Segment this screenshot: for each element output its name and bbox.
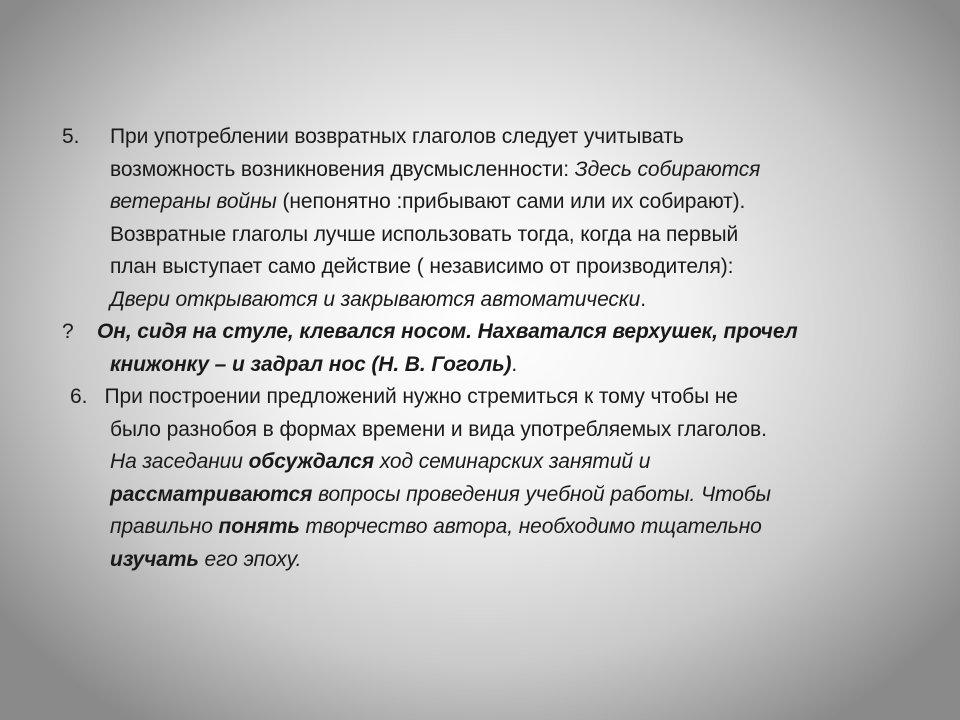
text-line xyxy=(62,316,902,349)
list-marker: ? xyxy=(62,320,74,343)
text-line xyxy=(110,121,902,154)
paragraph-6 xyxy=(62,381,902,576)
text: Возвратные глаголы лучше использовать тогда, когда на первый xyxy=(110,222,739,246)
text: план выступает само действие ( независимо от производителя): xyxy=(110,255,734,278)
text: При построении предложений нужно стремиться к тому чтобы не xyxy=(104,385,738,408)
text: . xyxy=(640,287,646,311)
italic-example: Двери открываются и закрываются автоматически xyxy=(110,287,641,311)
list-marker: 5. xyxy=(62,125,80,148)
text-line xyxy=(110,219,902,252)
italic-example: вопросы проведения учебной работы. Чтобы xyxy=(312,482,771,506)
text: было разнобоя в формах времени и вида употребляемых глаголов. xyxy=(110,417,767,441)
text-line xyxy=(110,251,902,284)
text-line xyxy=(110,154,902,187)
text-line xyxy=(62,349,902,382)
text-line xyxy=(110,511,902,544)
paragraph-body xyxy=(62,414,902,577)
list-marker: 6. xyxy=(70,385,88,408)
text-line xyxy=(110,479,902,512)
italic-example: творчество автора, необходимо тщательно xyxy=(299,515,762,538)
text: При употреблении возвратных глаголов следует учитывать xyxy=(110,125,684,148)
italic-example: его эпоху. xyxy=(198,547,302,571)
italic-example: ветераны войны xyxy=(110,190,277,213)
italic-example: Здесь собираются xyxy=(574,157,761,181)
italic-example: На заседании xyxy=(110,450,249,473)
paragraph-quote xyxy=(62,316,902,381)
bold-italic-verb: рассматриваются xyxy=(110,482,313,506)
text-line xyxy=(110,414,902,447)
italic-example: правильно xyxy=(110,515,219,538)
bold-italic-verb: изучать xyxy=(110,547,199,571)
text: (непонятно :прибывают сами или их собирают). xyxy=(276,190,746,213)
text-line xyxy=(110,284,902,317)
text: . xyxy=(511,352,518,376)
paragraph-5 xyxy=(62,121,902,316)
text: возможность возникновения двусмысленности: xyxy=(110,157,575,181)
bold-italic-verb: понять xyxy=(218,515,300,538)
bold-italic-verb: обсуждался xyxy=(248,450,374,473)
italic-example: ход семинарских занятий и xyxy=(373,450,651,473)
bold-italic-quote: книжонку – и задрал нос (Н. В. Гоголь) xyxy=(110,352,512,376)
bold-italic-quote: Он, сидя на стуле, клевался носом. Нахватался верхушек, прочел xyxy=(97,320,798,343)
text-line xyxy=(110,446,902,479)
paragraph-body xyxy=(62,121,902,316)
text-line xyxy=(62,381,902,414)
text-line xyxy=(110,186,902,219)
text-line xyxy=(110,544,902,577)
